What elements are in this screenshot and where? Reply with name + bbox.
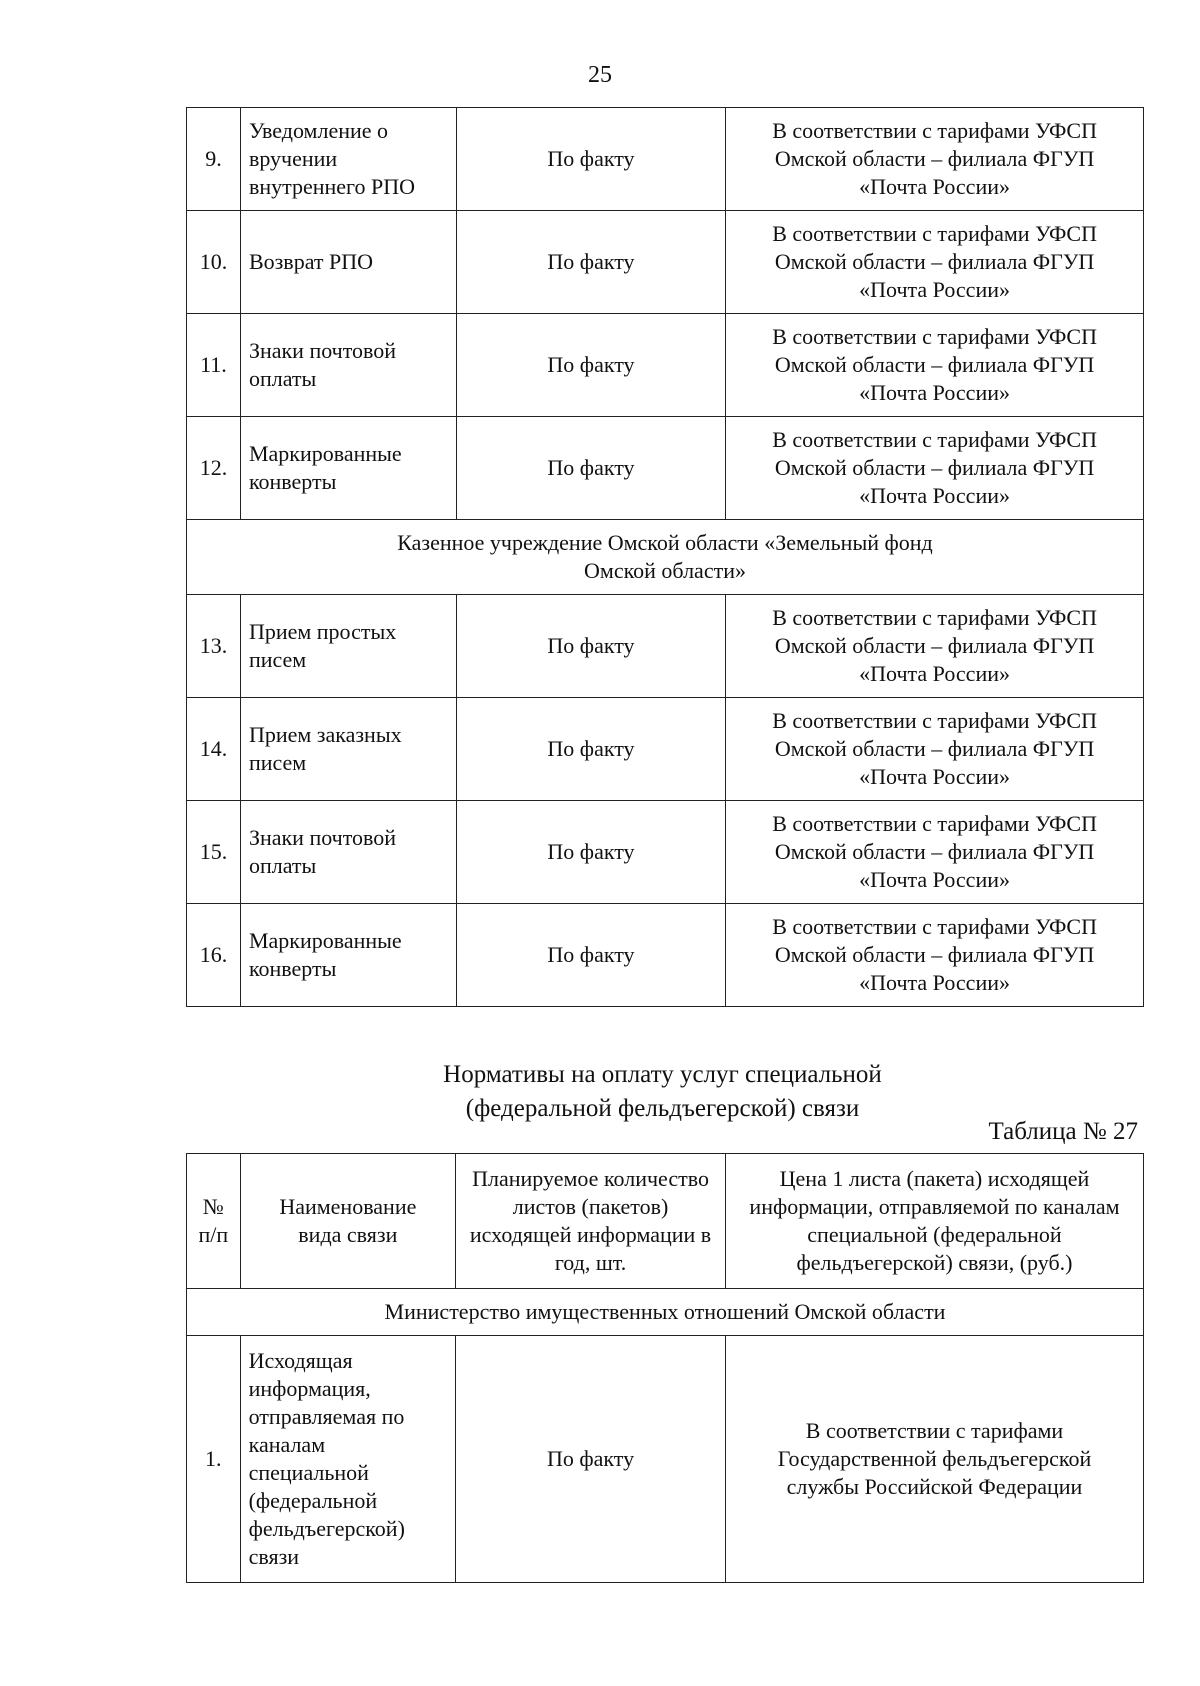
table-header-row bbox=[187, 1154, 1144, 1289]
row-name: Уведомление о вручении внутреннего РПО bbox=[240, 108, 456, 211]
row-num: 9. bbox=[187, 108, 241, 211]
row-name: Знаки почтовой оплаты bbox=[240, 801, 456, 904]
table-row bbox=[187, 108, 1144, 211]
table-row bbox=[187, 904, 1144, 1007]
row-price: В соответствии с тарифами УФСП Омской области – филиала ФГУП «Почта России» bbox=[726, 595, 1144, 698]
section-row bbox=[187, 1289, 1144, 1336]
row-qty: По факту bbox=[456, 595, 725, 698]
table-row bbox=[187, 211, 1144, 314]
section-title-line2: (федеральной фельдъегерской) связи bbox=[465, 1095, 860, 1122]
row-price: В соответствии с тарифами УФСП Омской области – филиала ФГУП «Почта России» bbox=[726, 211, 1144, 314]
table-body-bottom bbox=[187, 595, 1144, 1007]
row-price: В соответствии с тарифами УФСП Омской области – филиала ФГУП «Почта России» bbox=[726, 314, 1144, 417]
table-row bbox=[187, 417, 1144, 520]
header-price: Цена 1 листа (пакета) исходящей информации, отправляемой по каналам специальной (федеральной фельдъегерской) связи, (руб.) bbox=[726, 1154, 1144, 1289]
row-qty: По факту bbox=[456, 417, 725, 520]
table-row bbox=[187, 698, 1144, 801]
row-name: Возврат РПО bbox=[240, 211, 456, 314]
row-price: В соответствии с тарифами УФСП Омской области – филиала ФГУП «Почта России» bbox=[726, 698, 1144, 801]
row-num: 13. bbox=[187, 595, 241, 698]
row-num: 1. bbox=[187, 1336, 241, 1583]
section-row bbox=[187, 520, 1144, 595]
table-body-top bbox=[187, 108, 1144, 520]
row-name: Знаки почтовой оплаты bbox=[240, 314, 456, 417]
section-cell bbox=[187, 520, 1144, 595]
row-num: 12. bbox=[187, 417, 241, 520]
section-title-line1: Нормативы на оплату услуг специальной bbox=[443, 1061, 882, 1088]
row-qty: По факту bbox=[456, 1336, 726, 1583]
row-qty: По факту bbox=[456, 108, 725, 211]
row-num: 14. bbox=[187, 698, 241, 801]
page-number: 25 bbox=[588, 62, 612, 88]
table-row bbox=[187, 801, 1144, 904]
header-name: Наименование вида связи bbox=[240, 1154, 456, 1289]
row-num: 15. bbox=[187, 801, 241, 904]
row-name: Маркированные конверты bbox=[240, 417, 456, 520]
header-qty: Планируемое количество листов (пакетов) исходящей информации в год, шт. bbox=[456, 1154, 726, 1289]
row-qty: По факту bbox=[456, 801, 725, 904]
table-row bbox=[187, 595, 1144, 698]
row-price: В соответствии с тарифами УФСП Омской области – филиала ФГУП «Почта России» bbox=[726, 801, 1144, 904]
row-qty: По факту bbox=[456, 211, 725, 314]
row-name: Прием простых писем bbox=[240, 595, 456, 698]
section-title bbox=[0, 1058, 1200, 1126]
row-price: В соответствии с тарифами Государственной фельдъегерской службы Российской Федерации bbox=[726, 1336, 1144, 1583]
row-qty: По факту bbox=[456, 314, 725, 417]
row-num: 11. bbox=[187, 314, 241, 417]
row-name: Прием заказных писем bbox=[240, 698, 456, 801]
row-price: В соответствии с тарифами УФСП Омской области – филиала ФГУП «Почта России» bbox=[726, 417, 1144, 520]
row-num: 16. bbox=[187, 904, 241, 1007]
row-price: В соответствии с тарифами УФСП Омской области – филиала ФГУП «Почта России» bbox=[726, 904, 1144, 1007]
section-cell: Министерство имущественных отношений Омской области bbox=[187, 1289, 1144, 1336]
row-name: Исходящая информация, отправляемая по каналам специальной (федеральной фельдъегерской) связи bbox=[240, 1336, 456, 1583]
row-name: Маркированные конверты bbox=[240, 904, 456, 1007]
courier-services-table bbox=[186, 1153, 1144, 1583]
table-row bbox=[187, 314, 1144, 417]
postal-services-table bbox=[186, 107, 1144, 1007]
row-num: 10. bbox=[187, 211, 241, 314]
table-number: Таблица № 27 bbox=[988, 1118, 1138, 1145]
header-num: № п/п bbox=[187, 1154, 241, 1289]
row-price: В соответствии с тарифами УФСП Омской области – филиала ФГУП «Почта России» bbox=[726, 108, 1144, 211]
row-qty: По факту bbox=[456, 698, 725, 801]
table-row bbox=[187, 1336, 1144, 1583]
section-label: Казенное учреждение Омской области «Земельный фонд Омской области» bbox=[397, 530, 933, 583]
row-qty: По факту bbox=[456, 904, 725, 1007]
